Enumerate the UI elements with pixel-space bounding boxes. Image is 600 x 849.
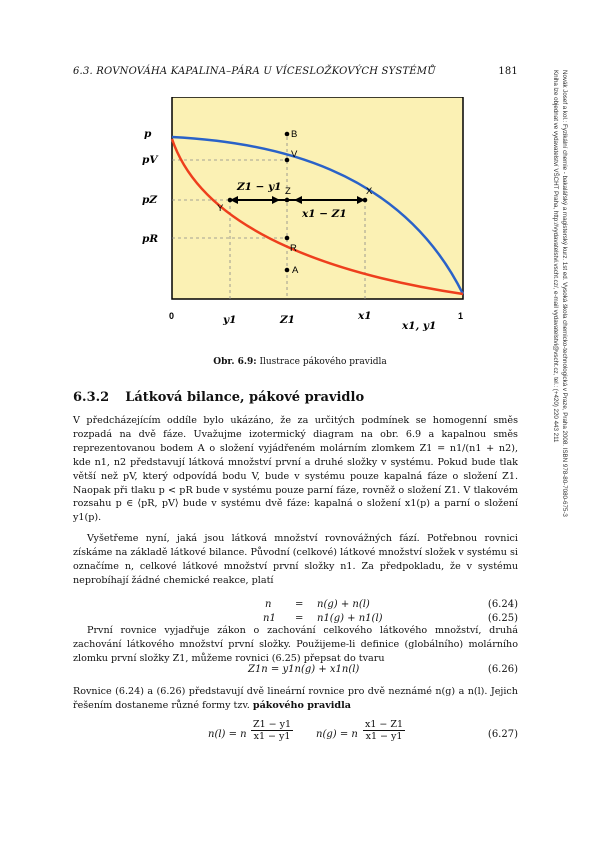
x-label-x1: x1: [358, 310, 372, 322]
point-v: [285, 158, 290, 163]
section-title: Látková bilance, pákové pravidlo: [125, 390, 365, 405]
point-a: [285, 268, 290, 273]
y-label-pr: pR: [142, 233, 159, 245]
lever-text: Rovnice (6.24) a (6.26) představují dvě lineární rovnice pro dvě neznámé n(g) a n(l). Jejich řešením dostaneme různé formy tzv.: [73, 686, 518, 711]
label-y: Y: [217, 203, 224, 214]
lever-rule-figure: [120, 97, 475, 342]
label-x-minus-z: x1 − Z1: [302, 208, 347, 220]
eq25-number: (6.25): [487, 613, 518, 624]
side-note: [548, 70, 568, 670]
section-number: 6.3.2: [73, 390, 110, 405]
x-axis-title: x1, y1: [402, 320, 437, 332]
eq27-number: (6.27): [487, 729, 518, 740]
eq27-frac1: [251, 719, 293, 742]
section-heading: [73, 390, 364, 405]
label-z: Z: [285, 186, 291, 197]
eq24-lhs: n: [265, 599, 272, 610]
eq27-den2: x1 − y1: [365, 731, 403, 742]
eq26-number: (6.26): [487, 664, 518, 675]
label-a: A: [292, 265, 299, 276]
running-head: [73, 66, 518, 77]
plot-area: [172, 97, 463, 299]
eq27-lhs1: n(l) = n: [208, 729, 247, 740]
page-number: 181: [498, 66, 518, 77]
label-z-minus-y: Z1 − y1: [237, 181, 282, 193]
side-note-line2: Kniha lze objednat ve vydavatelství VŠCHT Praha, http://vydavatelstvi.vscht.cz/, e-mail vydavatelstvi@vscht.cz, tel.: (+420) 220 443 211: [552, 70, 560, 443]
point-z: [285, 198, 290, 203]
point-b: [285, 132, 290, 137]
paragraph-conservation: První rovnice vyjadřuje zákon o zachování celkového látkového množství, druhá zachování látkového množství první složky. Použijeme-li definice (globálního) molárního zlomku první složky Z1, můžeme rovnici (6.25) přepsat do tvaru: [73, 625, 518, 664]
label-v: V: [291, 149, 298, 160]
x-label-1: 1: [458, 311, 464, 321]
label-b: B: [291, 129, 298, 140]
eq27-num2: x1 − Z1: [365, 719, 404, 730]
x-label-0: 0: [169, 311, 175, 321]
eq26-text: Z1n = y1n(g) + x1n(l): [248, 664, 360, 675]
paragraph-balance: Vyšetřeme nyní, jaká jsou látková množství rovnovážných fází. Potřebnou rovnici získáme na základě látkové bilance. Původní (celkové) látkové množství složek v systému si označíme n, celkové látkové množství první složky n1. Za předpokladu, že v systému neprobíhají žádné chemické reakce, platí: [73, 533, 518, 586]
eq25-lhs: n1: [263, 613, 276, 624]
point-y: [228, 198, 233, 203]
phase-diagram-svg: [120, 97, 475, 342]
eq27-num1: Z1 − y1: [253, 719, 292, 730]
eq27-den1: x1 − y1: [253, 731, 291, 742]
label-x: X: [366, 186, 373, 197]
paragraph-lever: [73, 685, 518, 713]
x-label-z1: Z1: [280, 314, 295, 326]
eq24-number: (6.24): [487, 599, 518, 610]
eq27-lhs2: n(g) = n: [316, 729, 358, 740]
running-head-title: 6.3. ROVNOVÁHA KAPALINA–PÁRA U VÍCESLOŽKOVÝCH SYSTÉMŮ: [73, 66, 436, 77]
lever-term: pákového pravidla: [252, 699, 351, 711]
x-label-y1: y1: [223, 314, 237, 326]
side-note-line1: Novák Josef a kol.: Fyzikální chemie - bakalářský a magisterský kurz. 1st ed. Vysoká škola chemicko-technologická v Praze, Praha 2008. ISBN 978-80-7080-675-3: [561, 70, 568, 517]
paragraph-intro: V předcházejícím oddíle bylo ukázáno, že za určitých podmínek se homogenní směs rozpadá na dvě fáze. Uvažujme izotermický diagram na obr. 6.9 a kapalnou směs reprezentovanou bodem A o složení vyjádřeném molárním zlomkem Z1 = n1/(n1 + n2), kde n1, n2 představují látková množství první a druhé složky v systému. Pokud bude tlak větší než pV, který odpovídá bodu V, bude v systému pouze kapalná fáze o složení Z1. Naopak při tlaku p < pR bude v systému pouze parní fáze, rovněž o složení Z1. V tlakovém rozsahu p ∈ ⟨pR, pV⟩ bude v systému dvě fáze: kapalná o složení x1(p) a parní o složení y1(p).: [73, 415, 518, 524]
label-r: R: [290, 243, 297, 254]
figure-caption: [0, 357, 600, 367]
y-label-pv: pV: [142, 154, 158, 166]
y-label-p: p: [144, 128, 152, 140]
eq24-rhs: n(g) + n(l): [317, 599, 370, 610]
caption-text: Ilustrace pákového pravidla: [259, 357, 387, 367]
eq27-frac2: [363, 719, 405, 742]
y-label-pz: pZ: [142, 194, 158, 206]
eq25-rhs: n1(g) + n1(l): [317, 613, 383, 624]
point-r: [285, 236, 290, 241]
caption-label: Obr. 6.9:: [213, 357, 257, 367]
point-x: [363, 198, 368, 203]
